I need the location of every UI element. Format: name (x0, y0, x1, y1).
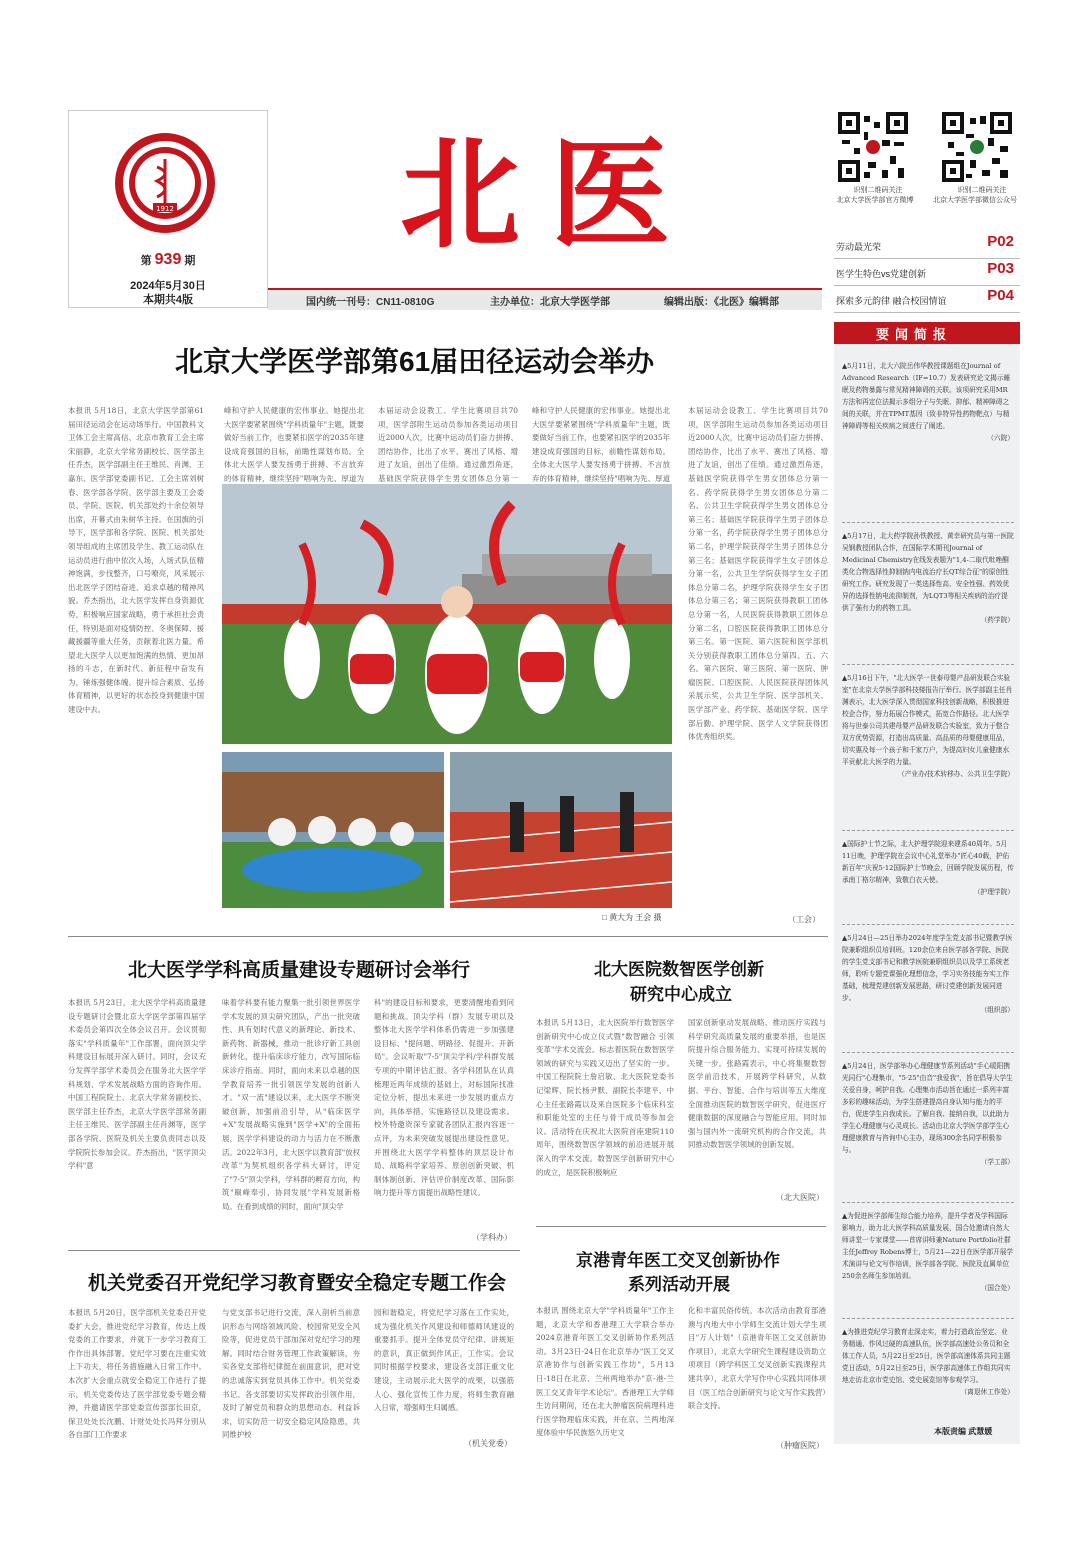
article1-title: 北京大学医学部第61届田径运动会举办 (175, 346, 655, 377)
toc-label: 医学生特色vs党建创新 (836, 269, 927, 279)
article1-source: （工会） (788, 915, 820, 924)
article3-col2: 国家创新驱动发展战略、推动医疗实践与科学研究高质量发展的重要举措，也是医院提升综合服务能力、实现可持续发展的关键一步。张路霞表示，中心将集聚数智医学前沿技术，开展跨学科研究，从数据、平台、智能、合作与培训等五大维度全面推动医院的数智医学研究，促进医疗健康数据的深度融合与智能应用。同时加强与国内外一流研究机构的合作交流，共同推动数智医学领域的创新发展。 (688, 1018, 826, 1150)
qr-caption: 北京大学医学部官方微博 (836, 197, 914, 204)
sidebar-title: 要闻简报 (876, 328, 953, 343)
news-brief-sidebar (834, 322, 1020, 1444)
issue-number: 939 (154, 251, 182, 268)
toc-item[interactable] (834, 259, 1020, 286)
divider (68, 1250, 520, 1251)
sports-meet-performance-photo (222, 484, 672, 744)
divider (842, 830, 1014, 831)
masthead-title: 北医 (400, 124, 700, 265)
publication-info-bar (268, 288, 822, 310)
article1-col3: 本届运动会设教工、学生比赛项目共70项，医学部附生运动员参加各类运动项目近2000人次，比赛中运动员们奋力拼搏、团结协作，比出了水平、赛出了风格、增进了友谊，创出了佳绩。通过激烈角逐，基础医学院获得学生男女团体总分第一 (378, 406, 518, 483)
article2-title: 北大医学学科高质量建设专题研讨会举行 (128, 960, 471, 981)
divider (842, 1052, 1014, 1053)
divider (68, 936, 828, 937)
article1-col4: 峰和守护人民健康的宏伟事业。她提出北大医学要紧紧围绕"学科质量年"主题，既要做好当前工作，也要紧扣医学的2035年建设成育强国的目标，前瞻性谋划布局。全体北大医学人要发扬勇于拼搏、不言放弃的体育精神，继续坚持"唱响为先、厚道 (532, 406, 670, 483)
brief-item: ▲5月24日，医学部举办心理健康节系列活动"手心暖阳携光同行"心理集市，"5·25"由音"我爱我"，旨在倡导大学生关爱自身，呵护自我。心理集市活动旨在通过一系列丰富多彩的趣味活动，为学生搭建提高自身认知与能力的平台，促进学生自我成长。了解自我、接纳自我，以此助力学生心理健康与心灵成长。活动由北京大学医学部学生心理健康教育与咨询中心主办，现场300余名同学积极参与。 （学工部） (842, 1062, 1014, 1166)
qr-wechat[interactable] (933, 112, 1022, 206)
issue-date: 2024年5月30日 (130, 280, 206, 292)
photo-credit: □ 黄大为 王会 摄 (602, 913, 662, 922)
toc-item[interactable] (834, 286, 1020, 313)
article3-title-line2: 研究中心成立 (630, 985, 732, 1004)
camera-icon: □ (602, 913, 610, 922)
article4-col2: 化和丰富民俗传统。本次活动由教育部港澳与内地大中小学师生交流计划大学生项目"万人计划"（京港青年医工交叉创新协作项目），北京大学研究生课程建设资助立项项目（跨学科医工交叉创新实践课程共建共享），北京大学写作中心实践共同体项目（医工结合创新研究与论文写作实践营）联合支持。 (688, 1306, 826, 1411)
issue-info-box (68, 110, 268, 308)
editor-unit: 编辑出版：《北医》编辑部 (664, 297, 779, 308)
divider (536, 1226, 826, 1227)
article4-title-line2: 系列活动开展 (628, 1275, 730, 1294)
article1-col1: 本报讯 5月18日，北京大学医学部第61届田径运动会在运动场举行。中国教科文卫体工会主席高信、北京市教育工会主席宋丽静，北京大学常务副校长、医学部主任乔杰，医学部副主任王维民、肖渊、王嘉东、医学部党委副书记、工会主席刘树春、医学部各学院、医学部主要及工会委员、学院、医院、机关部处约十余位领导出席，开幕式由朱树华主持。在国旗的引导下，医学部和各学院、医院、机关部处领导组成的主席团及学生、教工运动队在运动员进行曲中依次入场，入场式队伍精神饱满，步伐整齐，口号嘹亮，风采展示出北医学子团结奋进、追求卓越的精神风貌。乔杰指出，北大医学发挥自身资源优势，积极响应国家战略，勇于承担社会责任，特别是面对疫情防控、冬奥保障、援藏援疆等重大任务，贡献着北医力量。希望北大医学人以更加饱满的热情、更加昂扬的斗志，在新时代、新征程中奋发有为，锤炼强健体魄、提升综合素质、弘扬体育精神，以更好的状态投身到健康中国建设中去。 (68, 406, 204, 715)
toc-label: 劳动最光荣 (836, 242, 882, 252)
brief-item: ▲5月11日，北大六院岳伟华教授课题组在Journal of Advanced Research（IF=10.7）发表研究论文揭示睡眠及药物暴露与常见精神障碍的关联。该项研究采用MR方法和再定位法揭示多组分子与失眠、抑郁、精神障碍之间的关联，并在TPMT基因（致非特异性药物靶点）与精神障碍等相关疾病之间进行了阐述。 （六院） (842, 362, 1014, 442)
divider (842, 924, 1014, 925)
issue-prefix: 第 (140, 255, 152, 267)
article4-source: （肿瘤医院） (776, 1441, 824, 1450)
toc-label: 探索多元韵律 融合校园情谊 (836, 296, 947, 306)
toc-page: P03 (987, 260, 1014, 277)
issue-pages: 本期共4版 (142, 294, 194, 306)
qr-weibo[interactable] (838, 112, 918, 206)
toc-item[interactable] (834, 232, 1020, 259)
sponsor-unit: 主办单位：北京大学医学部 (490, 297, 610, 308)
brief-item: ▲5月24日—25日举办2024年度学生党支部书记暨教学医院兼职组织员培训班。120余位来自医学部各学院、医院的学生党支部书记和教学医院兼职组织员以及学工系统老师，聆听专题党课强化理想信念，学习实务技能夯实工作基础，梳理党建创新发展思路，研讨党建创新发展同进步。 （组织部） (842, 934, 1014, 1014)
article5-col2: 与党支部书记进行交流，深入剖析当前意识形态与网络领域风险、校园常见安全风险等，促进党员干部加深对党纪学习的理解。同时结合财务管理工作政策解读，夯实各党支部将纪律挺在前面意识，把对党的忠诚落实到党员具体工作中。机关党委书记、各支部要切实发挥政治引领作用，及时了解党员和群众的思想动态、利益诉求，切实防范一切安全稳定风险隐患，共同维护校 (222, 1308, 360, 1440)
article1-col2: 峰和守护人民健康的宏伟事业。她提出北大医学要紧紧围绕"学科质量年"主题，既要做好当前工作，也要紧扣医学的2035年建设成育强国的目标，前瞻性谋划布局。全体北大医学人要发扬勇于拼搏、不言放弃的体育精神，继续坚持"唱响为先、厚道为 (224, 406, 364, 483)
university-seal-logo (113, 131, 217, 235)
qr-caption: 识别二维码关注 (957, 187, 1007, 194)
article1-col5: 本届运动会设教工、学生比赛项目共70项，医学部附生运动员参加各类运动项目近2000人次，比赛中运动员们奋力拼搏、团结协作，比出了水平、赛出了风格、增进了友谊，创出了佳绩。通过激烈角逐，基础医学院获得学生男女团体总分第一名、药学院获得学生男女团体总分第二名、公共卫生学院获得学生男女团体总分第三名；基础医学院获得学生男子团体总分第一名，药学院获得学生男子团体总分第二名，护理学院获得学生男子团体总分第三名；基础医学院获得学生女子团体总分第一名，公共卫生学院获得学生女子团体总分第二名，护理学院获得学生女子团体总分第三名；第三医院获得教职工团体总分第一名，人民医院获得教职工团体总分第二名，口腔医院获得教职工团体总分第三名。第一医院、第六医院和医学部机关分别获得教职工团体总分第四、五、六名。第六医院、第三医院、第一医院、肿瘤医院、口腔医院、人民医院获得团体风采展示奖，公共卫生学院、医学部机关、医学部产业、药学院、基础医学院、医学部后勤、护理学院、医学人文学院获得团体优秀组织奖。 (688, 406, 828, 742)
article2-source: （学科办） (472, 1233, 512, 1242)
qr-caption: 北京大学医学部微信公众号 (933, 197, 1017, 204)
divider (842, 522, 1014, 523)
article5-title: 机关党委召开党纪学习教育暨安全稳定专题工作会 (88, 1273, 507, 1294)
issue-suffix: 期 (184, 255, 196, 267)
article3-title-line1: 北大医院数智医学创新 (594, 960, 764, 979)
article5-col3: 园和谐稳定，将党纪学习落在工作实处，成为强化机关作风建设和师德师风建设的重要抓手。提升全体党员守纪律、讲规矩的意识，真正做到作风正，工作实。会议同时根据学校要求，建设各支部汪重文化建设，主动展示北大医学的成果，以强筋人心、强化宣传工作力度，将师生教育融入日常，增强师生归属感。 (374, 1308, 514, 1413)
article2-col3: 科"的建设目标和要求，更要清醒地看到问题和挑战。顶尖学科（群）发展专项以及整体北大医学学科体系仍需进一步加强建设目标、"提问题、明路径、促提升、开新局"。会议听取"7-5"顶尖学科/学科群发展专项的中期评估汇报。各学科团队在认真梳理近两年成绩的基础上，对标国际找准定位分析，提出未来进一步发展的重点方向，具体举措、实施路径以及建设需求。校外特邀资深专家就各团队汇报内容逐一点评，为未来突破发展提出建设性意见。并围绕北大医学学科整体的顶层设计布局、战略科学家培养、原创创新突破、机制体制创新、评估评价制度改革、国际影响力提升等方面提出战略性建议。 (374, 998, 514, 1198)
brief-item: ▲为促进医学部师生综合能力培养，提升学者及学科国际影响力，助力北大医学科高质量发展，国合处邀请自然大师讲堂一专家课堂——首席讲师兼Nature Portfolio社群主任Jeffrey Robens博士，5月21—22日在医学部开展学术演讲与论文写作培训，医学部各学院、医院及直属单位250余名师生参加培训。 （国合处） (842, 1212, 1014, 1292)
article5-source: （机关党委） (464, 1439, 512, 1448)
divider (842, 1318, 1014, 1319)
article5-col1: 本报讯 5月20日，医学部机关党委召开党委扩大会，推进党纪学习教育，传达上级党委的工作要求，并就下一步学习教育工作作出具体部署。党纪学习要在注重实效上下功夫，将任务措施融入日常工作中。本次扩大会重点就安全稳定工作进行了提示，机关党委传达了医学部党委专题会精神，并邀请医学部党委宣传部部长田京，保卫处处长沈鹏、计财处处长冯拜分别从各自部门工作要求 (68, 1308, 206, 1440)
article2-col1: 本报讯 5月23日，北大医学学科高质量建设专题研讨会暨北京大学医学部第四届学术委员会第四次全体会议召开。会议贯彻落实"学科质量年"工作部署，面向顶尖学科建设目标展开深入研讨。同时，会议充分发挥学部学术委员会在服务北大医学学科规划、学术发展战略方面的咨询作用。中国工程院院士、北京大学常务副校长、医学部主任乔杰，北京大学医学部常务副主任王维民、医学部副主任肖渊等，医学部各学院、医院及机关主要负责同志以及学院院长参加会议。乔杰指出，"医学顶尖学科"意 (68, 998, 206, 1171)
article4-title-line1: 京港青年医工交叉创新协作 (576, 1251, 780, 1270)
qr-caption: 识别二维码关注 (853, 187, 903, 194)
toc-page: P02 (987, 233, 1014, 250)
divider (842, 664, 1014, 665)
svg-text:1912: 1912 (156, 205, 174, 213)
inflatable-race-photo (222, 752, 444, 908)
article2-col2: 味着学科要有能力聚集一批引领世界医学学术发展的顶尖研究团队，产出一批突破性、具有划时代意义的新理论、新技术、新药物、新器械，推动一批诊疗新工具创新转化，提升临床诊疗能力，改写国际临床诊疗指南。同时，面向未来以卓越的医学教育培养一批引领医学发展的创新人才。"双一流"建设以来，北大医学不断突破创新，加强前沿引导，从"临床医学+X"发展战略实施到"医学+X"的全面拓展，医学学科建设的动力与活力在不断激活。2022年3月，北大医学以教育部"放权改革"为契机组织各学科大研讨，评定了"7-5"顶尖学科，学科群的孵育方向，构筑"巅峰奉引、协同发展"学科发展新格局。在看到成绩的同时，面向"顶尖学 (222, 998, 360, 1211)
article4-col1: 本报讯 围绕北京大学"学科质量年"工作主题，北京大学和香港理工大学联合举办2024京港青年医工交叉创新协作系列活动。3月23日-24日在北京举办"医工交叉京港协作与创新实践工作坊"，5月13日-18日在北京、兰州两地举办"京-港-兰医工交叉青年学术论坛"。香港理工大学师生访问期间，还在北大肿瘤医院病理科进行医学物理临床实践，并在京、兰两地深度体验中华民族悠久历史文 (536, 1306, 674, 1438)
qr-code-icon (838, 112, 908, 182)
brief-item: ▲5月17日，北大药学院孙铁教授、黄幸研究员与第一医院吴钢教授团队合作，在国际学术期刊Journal of Medicinal Chemistry在线发表题为"1,4-二取代吡唑酮类化合物选择性抑制钠内电流治疗长QT综合征"的原创性研究工作。研究发现了一类选择性高、安全性强、药效优异的选择性钠电流抑制剂，为LQT3等相关疾病的治疗提供了强有力的药物工具。 （药学院） (842, 532, 1014, 624)
brief-item: ▲为推进党纪学习教育走深走实，着力打造政治坚定、业务精通、作风过硬的高速队伍，医学部高速处公务员和全体工作人员，5月22日至25日，医学部高速体系共同主题党日活动，5月22日至25日，医学部高速体工作组共同实地走访北京市党史馆、党史展览馆等参观学习。 （离退休工作处） (842, 1328, 1014, 1396)
brief-item: ▲5月16日下午，"北大医学一世泰母婴产品研发联合实验室"在北京大学医学部科技楼报告厅举行。医学部副主任肖渊表示，北大医学深入贯彻国家科技创新战略，积极推进校企合作，努力拓展合作模式，拓宽合作路径。北大医学将与世泰公司共建母婴产品研发联合实验室，致力于整合双方优势资源，打造出高质量、高品质的母婴健康用品，切实惠及每一个孩子和千家万户，为提高妇女儿童健康水平贡献北大医学的力量。 （产业办/技术转移办、公共卫生学院） (842, 674, 1014, 778)
track-race-photo (450, 752, 672, 908)
article3-col1: 本报讯 5月13日，北大医院举行数智医学创新研究中心成立仪式暨"数智融合 引领变革"学术交流会。标志着医院在数智医学领域的研究与实践又迈出了坚实的一步。中国工程院院士詹启敏、北大医院党委书记梁辉、院长杨尹默、副院长李建平、中心主任张路霞以及来自医院多个临床科室和职能处室的主任与骨干成员等参加会议。活动特在庆祝北大医院首座建院110周年，围绕数智医学领域的前沿进展开展深入的学术交流。数智医学创新研究中心的成立，是医院积极响应 (536, 1018, 674, 1177)
cn-number: 国内统一刊号：CN11-0810G (306, 297, 435, 308)
page-editor-credit: 本版责编 武慧媛 (934, 1427, 993, 1436)
brief-item: ▲国际护士节之际，北大护理学院迎来建系40周年。5月11日晚，护理学院在会议中心礼堂举办"匠心40载，护佑新百年"庆祝5·12国际护士节晚会，回顾学院发展历程，传承南丁格尔精神，致敬白衣天使。 （护理学院） (842, 840, 1014, 896)
divider (842, 1202, 1014, 1203)
toc-page: P04 (987, 287, 1014, 304)
sidebar-header (834, 322, 1020, 344)
article3-source: （北大医院） (776, 1193, 824, 1202)
qr-code-icon (942, 112, 1012, 182)
